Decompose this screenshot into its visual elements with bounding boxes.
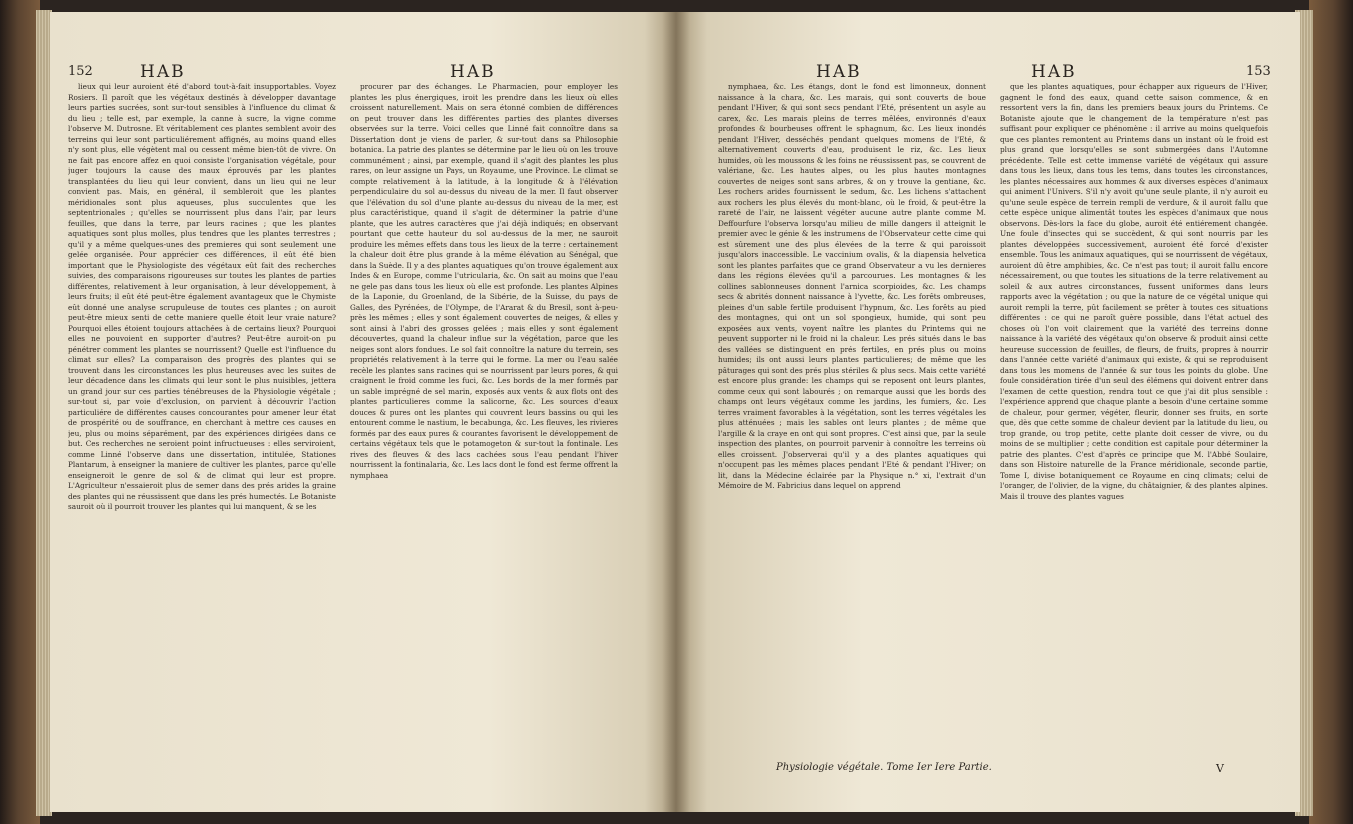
running-head: HAB bbox=[1031, 62, 1077, 82]
text-column bbox=[1000, 82, 1268, 754]
running-head: HAB bbox=[816, 62, 862, 82]
text-column bbox=[718, 82, 986, 754]
body-text: lieux qui leur auroient été d'abord tout-à-fait insupportables. Voyez Rosiers. Il paroît que les végétaux destinés à développer davantage leurs parties sucrées, sont sur-tout sensibles à l'influence du climat & du lieu ; telle est, par exemple, la canne à sucre, la vigne comme l'observe M. Dutrosne. Et véritablement ces plantes semblent avoir des terreins qui leur sont particuliérement affignés, au moins quand elles n'y sont plus, elle végètent mal ou cessent même bien-tôt de vivre. On ne fait pas encore affez en quoi consiste l'organisation végétale, pour juger toujours la cause des maux éprouvés par les plantes transplantées du lieu qui leur convient, dans un lieu qui ne leur convient pas. Mais, en général, il sembleroit que les plantes méridionales sont plus aqueuses, plus succulentes que les septentrionales ; qu'elles se nourrissent plus dans l'air, par leurs feuilles, que dans la terre, par leurs racines ; que les plantes aquatiques sont plus molles, plus tendres que les plantes terrestres ; qu'il y a même quelques-unes des premieres qui sont seulement une gelée organisée. Pour apprécier ces différences, il eût été bien important que le Physiologiste des végétaux eût fait des recherches suivies, des comparaisons rigoureuses sur toutes les plantes de parties différentes, relativement à leur organisation, à leur développement, à leurs fruits; il eût été peut-être également avantageux que le Chymiste eût donné une analyse scrupuleuse de toutes ces plantes ; on auroit peut-être mieux senti de cette maniere quelle étoit leur vraie nature? Pourquoi elles étoient toujours attachées à de certains lieux? Pourquoi elles ne pouvoient en supporter d'autres? Peut-être auroit-on pu pénétrer comment les plantes se nourrissent? Quelle est l'influence du climat sur elles? La comparaison des progrès des plantes qui se trouvent dans les circonstances les plus heureuses avec les suites de leur décadence dans les climats qui leur sont le plus nuisibles, jettera un grand jour sur ces parties ténébreuses de la Physiologie végétale ; sur-tout si, par voie d'exclusion, on parvient à découvrir l'action particuliére de différentes causes concourantes pour amener leur état de prospérité ou de souffrance, en cherchant à mettre ces causes en jeu, plus ou moins séparément, par des expériences dirigées dans ce but. Ces recherches ne seroient point infructueuses : elles serviroient, comme Linné l'observe dans une dissertation, intitulée, Stationes Plantarum, à enseigner la maniere de cultiver les plantes, parce qu'elle enseigneroit le genre de sol & de climat qui leur est propre. L'Agriculteur n'essaieroit plus de semer dans des prés arides la graine des plantes qui ne réussissent que dans les prés humectés. Le Botaniste sauroit où il pourroit trouver les plantes qui lui manquent, & se les bbox=[68, 82, 336, 511]
body-text: procurer par des échanges. Le Pharmacien, pour employer les plantes les plus énergiques, iroit les prendre dans les lieux où elles croissent naturellement. Mais on sera étonné combien de différences on peut trouver dans les différentes parties des plantes diverses observées sur la terre. Voici celles que Linné fait connoître dans sa Dissertation dont je viens de parler, & sur-tout dans sa Philosophie botanica. La patrie des plantes se détermine par le lieu où on les trouve communément ; ainsi, par exemple, quand il s'agit des plantes les plus rares, on leur assigne un Pays, un Royaume, une Province. Le climat se compte relativement à la latitude, à la longitude & à l'élévation perpendiculaire du sol au-dessus du niveau de la mer. Il faut observer que l'élévation du sol d'une plante au-dessus du niveau de la mer, est plus caractéristique, quand il s'agit de déterminer la patrie d'une plante, que les autres caractères que j'ai déjà indiqués; en observant pourtant que cette hauteur du sol au-dessus de la mer, ne sauroit produire les mêmes effets dans tous les lieux de la terre : certainement la chaleur doit être plus grande à la même élévation au Sénégal, que dans la Suède. Il y a des plantes aquatiques qu'on trouve également aux Indes & en Europe, comme l'utricularia, &c. On sait au moins que l'eau ne gele pas dans tous les lieux où elle est profonde. Les plantes Alpines de la Laponie, du Groenland, de la Sibérie, de la Suisse, du pays de Galles, des Pyrénées, de l'Olympe, de l'Ararat & du Bresil, sont à-peu-près les mêmes ; elles y sont également couvertes de neiges, & elles y sont ainsi à l'abri des grosses gelées ; mais elles y sont également découvertes, quand la chaleur influe sur la végétation, parce que les neiges sont alors fondues. Le sol fait connoître la nature du terrein, ses propriétés relativement à la terre qui le forme. La mer ou l'eau salée recèle les plantes sans racines qui se nourrissent par leurs pores, & qui craignent le froid comme les fuci, &c. Les bords de la mer formés par un sable imprégné de sel marin, exposés aux vents & aux flots ont des plantes particulieres comme la salicorne, &c. Les sources d'eaux douces & pures ont les plantes qui couvrent leurs bassins ou qui les entourent comme le nastium, le becabunga, &c. Les fleuves, les rivieres formés par des eaux pures & courantes favorisent le développement de certains végétaux tels que le potamogeton & sur-tout la fontinale. Les rives des fleuves & des lacs cachées sous l'eau pendant l'hiver nourrissent la fontinalaria, &c. Les lacs dont le fond est ferme offrent la nymphaea bbox=[350, 82, 618, 480]
left-book-edge bbox=[0, 0, 40, 824]
signature-line: Physiologie végétale. Tome Ier Iere Partie. bbox=[776, 762, 992, 773]
right-book-edge bbox=[1309, 0, 1353, 824]
page-number: 153 bbox=[1246, 64, 1271, 79]
body-text: nymphaea, &c. Les étangs, dont le fond est limonneux, donnent naissance à la chara, &c. Les marais, qui sont couverts de boue pendant l'Hiver, & qui sont secs pendant l'Eté, présentent un asyle au carex, &c. Les marais pleins de terres mêlées, environnés d'eaux profondes & bourbeuses offrent le sphagnum, &c. Les lieux inondés pendant l'Hiver, desséchés pendant quelques momens de l'Eté, & alternativement couverts d'eau, produisent le riz, &c. Les lieux humides, où les moussons & les foins ne réussissent pas, se couvrent de valériane, &c. Les hautes alpes, ou les plus hautes montagnes couvertes de neiges sont sans arbres, & on y trouve la gentiane, &c. Les rochers arides fournissent le sedum, &c. Les lichens s'attachent aux rochers les plus élevés du mont-blanc, où le froid, & peut-être la rareté de l'air, ne laissent végéter aucune autre plante comme M. Deffourfure l'observa lorsqu'au milieu de mille dangers il atteignit le premier avec le génie & les instrumens de l'Observateur cette cime qui est sûrement une des plus élevées de la terre & qui paroissoit jusqu'alors inaccessible. Le vaccinium ovalis, & la diapensia helvetica sont les plantes parfaites que ce grand Observateur a vu les dernieres dans les régions élevées qu'il a parcourues. Les montagnes & les collines sablonneuses donnent l'arnica scorpioides, &c. Les champs secs & abrités donnent naissance à l'yvette, &c. Les forêts ombreuses, pleines d'un sable fertile produisent l'hypnum, &c. Les forêts au pied des montagnes, qui ont un sol spongieux, humide, qui sont peu exposées aux vents, voyent naître les plantes du Printems qui ne peuvent supporter ni le froid ni la chaleur. Les prés situés dans le bas des vallées se distinguent en prés fertiles, en prés plus ou moins humides; ils ont aussi leurs plantes particulieres; de même que les pâturages qui sont des prés plus stériles & plus secs. Mais cette variété est encore plus grande: les champs qui se reposent ont leurs plantes, comme ceux qui sont labourés ; on remarque aussi que les bords des champs ont leurs végétaux comme les jardins, les fumiers, &c. Les terres vraiment favorables à la végétation, sont les terres végétales les plus atténuées ; mais les sables ont leurs plantes ; de même que l'argille & la craye en ont qui sont propres. C'est ainsi que, par la seule inspection des plantes, on pourroit parvenir à connoître les terreins où elles croissent. J'observerai qu'il y a des plantes aquatiques qui n'occupent pas les mêmes places pendant l'Eté & pendant l'Hiver; on lit, dans la Médecine éclairée par la Physique n.° xi, l'extrait d'un Mémoire de M. Fabricius dans lequel on apprend bbox=[718, 82, 986, 490]
page-number: 152 bbox=[68, 64, 93, 79]
text-column bbox=[68, 82, 336, 782]
signature-mark: V bbox=[1216, 762, 1224, 775]
body-text: que les plantes aquatiques, pour échapper aux rigueurs de l'Hiver, gagnent le fond des eaux, quand cette saison commence, & en ressortent vers la fin, dans les premiers beaux jours du Printems. Ce Botaniste ajoute que le changement de la température n'est pas suffisant pour expliquer ce phénomène : il arrive au moins quelquefois que ces plantes remontent au Printems dans un instant où le froid est plus grand que lorsqu'elles se sont submergées dans l'Automne précédente. Telle est cette immense variété de végétaux qui assure dans tous les lieux, dans tous les tems, dans toutes les circonstances, les plantes nécessaires aux hommes & aux diverses espèces d'animaux qui animent l'Univers. S'il n'y avoit qu'une seule plante, il n'y auroit eu qu'une seule espèce de terrein rempli de verdure, & il auroit fallu que cette espèce unique alimentât toutes les espèces d'animaux que nous observons. Dès-lors la face du globe, auroit été entiérement changée. Une foule d'insectes qui se succèdent, & qui sont nourris par les plantes développées successivement, auroient été forcé d'exister ensemble. Tous les animaux aquatiques, qui se nourrissent de végétaux, auroient dû être amphibies, &c. Ce n'est pas tout; il auroit fallu encore nécessairement, ou que toutes les situations de la terre relativement au soleil & aux autres circonstances, fussent uniformes dans leurs rapports avec la végétation ; ou que la nature de ce végétal unique qui auroit rempli la terre, pût facilement se prêter à toutes ces situations différentes : ce qui ne paroît guère possible, dans l'état actuel des choses où l'on voit clairement que la variété des terreins donne naissance à la variété des végétaux qu'on observe & produit ainsi cette heureuse succession de feuilles, de fleurs, de fruits, propres à nourrir dans l'année cette variété d'animaux qui existe, & qui se reproduisent dans tous les momens de l'année & sur tous les points du globe. Une foule considération tirée d'un seul des élémens qui doivent entrer dans l'examen de cette question, rendra tout ce que j'ai dit plus sensible : l'expérience apprend que chaque plante a besoin d'une certaine somme de chaleur, pour germer, végéter, fleurir, donner ses fruits, en sorte que, dès que cette somme de chaleur devient par la latitude du lieu, ou trop grande, ou trop petite, cette plante doit cesser de vivre, ou du moins de se multiplier ; cette condition est capitale pour déterminer la patrie des plantes. C'est d'après ce principe que M. l'Abbé Soulaire, dans son Histoire naturelle de la France méridionale, seconde partie, Tome I, divise botaniquement ce Royaume en cinq climats; celui de l'oranger, de l'olivier, de la vigne, du châtaignier, & des plantes alpines. Mais il trouve des plantes vagues bbox=[1000, 82, 1268, 501]
text-column bbox=[350, 82, 618, 782]
book-gutter bbox=[662, 12, 690, 812]
running-head: HAB bbox=[450, 62, 496, 82]
running-head: HAB bbox=[140, 62, 186, 82]
left-page bbox=[50, 12, 676, 812]
right-page bbox=[676, 12, 1300, 812]
